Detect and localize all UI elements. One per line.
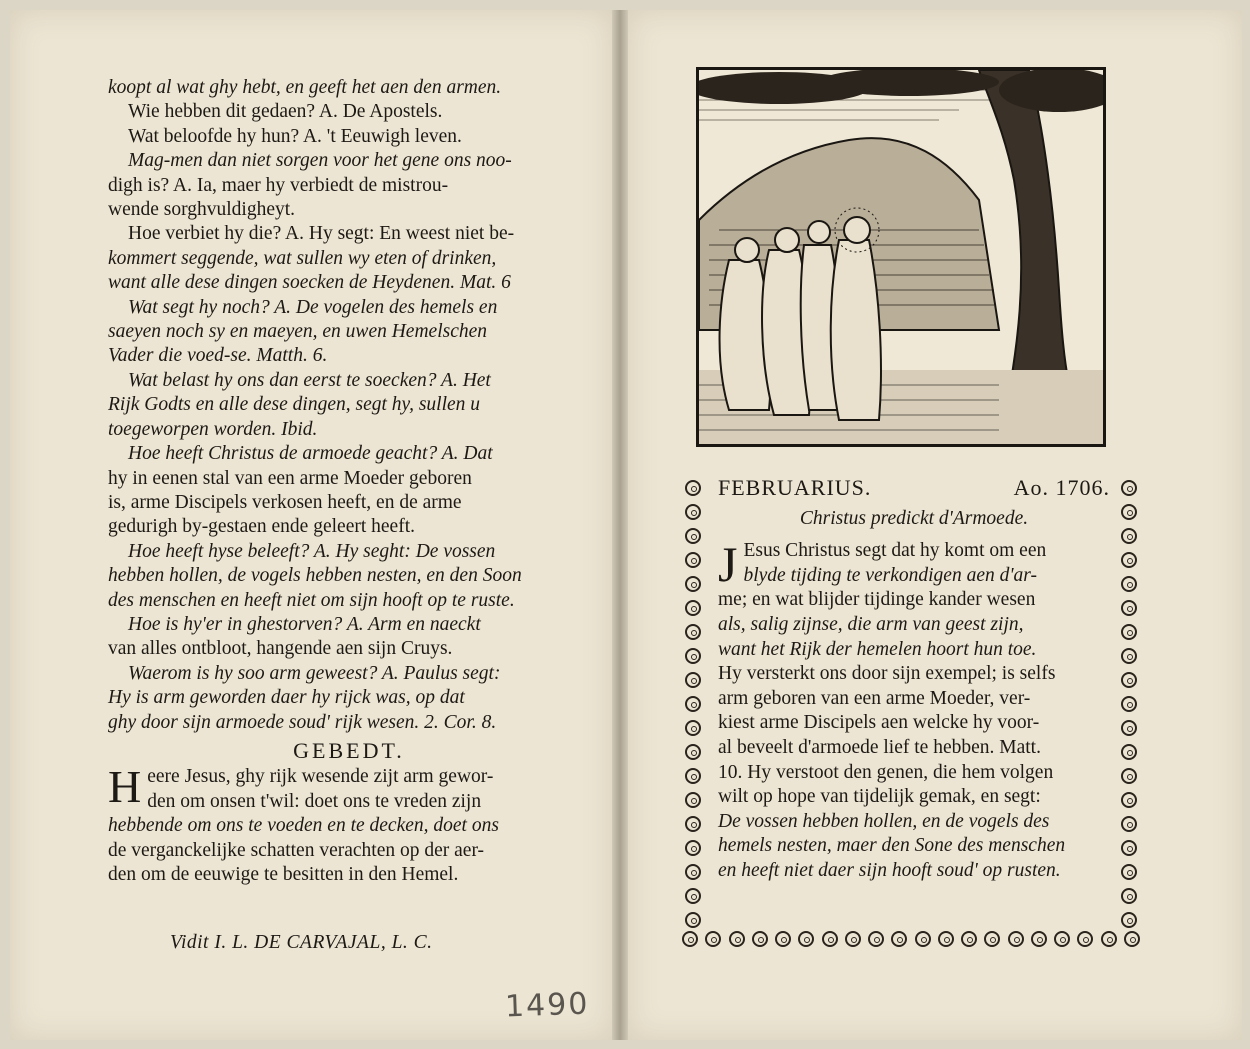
ornament-border-left (682, 480, 704, 928)
ornament-icon (984, 931, 1000, 947)
sermon-line: want het Rijk der hemelen hoort hun toe. (718, 638, 1037, 660)
ornament-icon (961, 931, 977, 947)
left-text-line: toegeworpen worden. Ibid. (108, 418, 318, 440)
prayer-line: den om onsen t'wil: doet ons te vreden zijn (147, 790, 482, 812)
ornament-icon (798, 931, 814, 947)
left-text-line: Hy is arm geworden daer hy rijck was, op dat (108, 687, 465, 709)
sermon-line: De vossen hebben hollen, en de vogels des (718, 810, 1050, 832)
ornament-icon (685, 552, 701, 568)
left-text-line: hebben hollen, de vogels hebben nesten, en den Soon (108, 565, 522, 587)
ornament-icon (685, 720, 701, 736)
ornament-icon (1121, 864, 1137, 880)
left-text-line: des menschen en heeft niet om sijn hooft op te ruste. (108, 589, 515, 611)
ornament-icon (891, 931, 907, 947)
sermon-subtitle: Christus predickt d'Armoede. (799, 507, 1029, 529)
sermon-line: Hy versterkt ons door sijn exempel; is selfs (718, 663, 1056, 685)
ornament-icon (1008, 931, 1024, 947)
ornament-icon (685, 768, 701, 784)
right-page-text (718, 476, 1110, 884)
sermon-line: Esus Christus segt dat hy komt om een (743, 540, 1047, 562)
ornament-border-bottom (682, 928, 1140, 950)
ornament-icon (682, 931, 698, 947)
approbation-line: Vidit I. L. DE CARVAJAL, L. C. (170, 932, 433, 953)
ornament-icon (1121, 576, 1137, 592)
sermon-line: 10. Hy verstoot den genen, die hem volgen (718, 761, 1054, 783)
prayer-line: de verganckelijke schatten verachten op der aer- (108, 839, 485, 861)
prayer-title: GEBEDT. (293, 737, 405, 763)
ornament-icon (685, 504, 701, 520)
sermon-body (718, 536, 1110, 883)
ornament-icon (685, 624, 701, 640)
ornament-icon (1121, 912, 1137, 928)
prayer-line: eere Jesus, ghy rijk wesende zijt arm gewor- (147, 766, 494, 788)
ornament-icon (685, 744, 701, 760)
ornament-icon (1031, 931, 1047, 947)
left-text-line: saeyen noch sy en maeyen, en uwen Hemelschen (108, 321, 488, 343)
left-text-line: want alle dese dingen soecken de Heydenen. Mat. 6 (108, 272, 511, 294)
left-text-line: ghy door sijn armoede soud' rijk wesen. 2. Cor. 8. (108, 711, 497, 733)
prayer-line: den om de eeuwige te besitten in den Hemel. (108, 864, 459, 885)
sermon-line: hemels nesten, maer den Sone des menschen (718, 835, 1066, 857)
ornament-icon (685, 696, 701, 712)
sermon-line: al beveelt d'armoede lief te hebben. Matt. (718, 736, 1041, 758)
ornament-icon (1121, 792, 1137, 808)
left-text-line: hy in eenen stal van een arme Moeder geboren (108, 467, 472, 489)
left-text-line: Mag-men dan niet sorgen voor het gene ons noo- (128, 150, 512, 172)
ornament-icon (822, 931, 838, 947)
left-text-line: is, arme Discipels verkosen heeft, en de arme (108, 491, 462, 513)
left-text-line: digh is? A. Ia, maer hy verbiedt de mistrou- (108, 174, 449, 196)
pencil-inventory-number: 1490 (504, 986, 590, 1025)
ornament-border-right (1118, 480, 1140, 928)
ornament-icon (685, 528, 701, 544)
woodcut-scene (699, 70, 1103, 444)
ornament-icon (685, 792, 701, 808)
left-page-text (108, 76, 590, 887)
ornament-icon (1121, 624, 1137, 640)
ornament-icon (685, 576, 701, 592)
ornament-icon (705, 931, 721, 947)
ornament-icon (1121, 528, 1137, 544)
left-text-line: Wat segt hy noch? A. De vogelen des hemels en (128, 296, 498, 318)
ornament-icon (752, 931, 768, 947)
ornament-icon (1121, 840, 1137, 856)
sermon-line: arm geboren van een arme Moeder, ver- (718, 687, 1031, 709)
ornament-icon (685, 912, 701, 928)
book-gutter (612, 10, 628, 1040)
sermon-line: wilt op hope van tijdelijk gemak, en segt: (718, 786, 1041, 808)
left-text-line: Hoe heeft hyse beleeft? A. Hy seght: De vossen (128, 540, 496, 562)
ornament-icon (1077, 931, 1093, 947)
left-text-line: Hoe is hy'er in ghestorven? A. Arm en naeckt (128, 613, 481, 635)
month-title: FEBRUARIUS. (718, 475, 872, 500)
ornament-icon (1054, 931, 1070, 947)
left-text-line: Vader die voed-se. Matth. 6. (108, 345, 328, 367)
ornament-icon (685, 648, 701, 664)
ornament-icon (685, 816, 701, 832)
calendar-header (718, 476, 1110, 501)
ornament-icon (685, 888, 701, 904)
ornament-icon (868, 931, 884, 947)
ornament-icon (1121, 648, 1137, 664)
ornament-icon (685, 480, 701, 496)
ornament-icon (1121, 552, 1137, 568)
left-text-line: Hoe heeft Christus de armoede geacht? A. Dat (128, 443, 493, 465)
ornament-icon (1121, 888, 1137, 904)
ornament-icon (685, 672, 701, 688)
ornament-icon (1121, 480, 1137, 496)
left-text-line: koopt al wat ghy hebt, en geeft het aen den armen. (108, 77, 502, 98)
ornament-icon (1121, 600, 1137, 616)
left-text-line: wende sorghvuldigheyt. (108, 199, 296, 221)
sermon-line: kiest arme Discipels aen welcke hy voor- (718, 712, 1040, 734)
ornament-icon (685, 600, 701, 616)
ornament-icon (1121, 672, 1137, 688)
ornament-icon (685, 840, 701, 856)
left-text-line: Waerom is hy soo arm geweest? A. Paulus segt: (128, 662, 501, 684)
ornament-icon (1121, 816, 1137, 832)
ornament-icon (915, 931, 931, 947)
left-text-line: Wat belast hy ons dan eerst te soecken? A. Het (128, 369, 491, 391)
ornament-icon (1121, 696, 1137, 712)
ornament-icon (729, 931, 745, 947)
sermon-line: als, salig zijnse, die arm van geest zijn, (718, 613, 1024, 635)
drop-cap: J (718, 536, 738, 593)
prayer-drop-cap: H (108, 761, 142, 813)
left-text-line: Rijk Godts en alle dese dingen, segt hy, sullen u (108, 394, 481, 416)
prayer-line: hebbende om ons te voeden en te decken, doet ons (108, 815, 499, 837)
left-text-line: Wie hebben dit gedaen? A. De Apostels. (128, 101, 443, 123)
left-text-line: Hoe verbiet hy die? A. Hy segt: En weest niet be- (128, 223, 515, 245)
left-text-line: kommert seggende, wat sullen wy eten of drinken, (108, 247, 497, 269)
sermon-line: en heeft niet daer sijn hooft soud' op rusten. (718, 859, 1061, 881)
ornament-icon (1124, 931, 1140, 947)
ornament-icon (1121, 744, 1137, 760)
sermon-line: blyde tijding te verkondigen aen d'ar- (743, 564, 1037, 586)
ornament-icon (845, 931, 861, 947)
left-text-line: gedurigh by-gestaen ende geleert heeft. (108, 516, 415, 538)
prayer-text (108, 761, 590, 887)
ornament-icon (685, 864, 701, 880)
ornament-icon (1121, 504, 1137, 520)
left-text-line: Wat beloofde hy hun? A. 't Eeuwigh leven. (128, 125, 462, 147)
ornament-icon (1101, 931, 1117, 947)
sermon-line: me; en wat blijder tijdinge kander wesen (718, 589, 1036, 611)
ornament-icon (1121, 720, 1137, 736)
ornament-icon (938, 931, 954, 947)
woodcut-illustration-icon (696, 67, 1106, 447)
ornament-icon (1121, 768, 1137, 784)
ornament-icon (775, 931, 791, 947)
right-page (628, 10, 1242, 1040)
year-label: Ao. 1706. (1013, 475, 1110, 500)
left-page (10, 10, 612, 1040)
left-text-line: van alles ontbloot, hangende aen sijn Cruys. (108, 638, 453, 660)
